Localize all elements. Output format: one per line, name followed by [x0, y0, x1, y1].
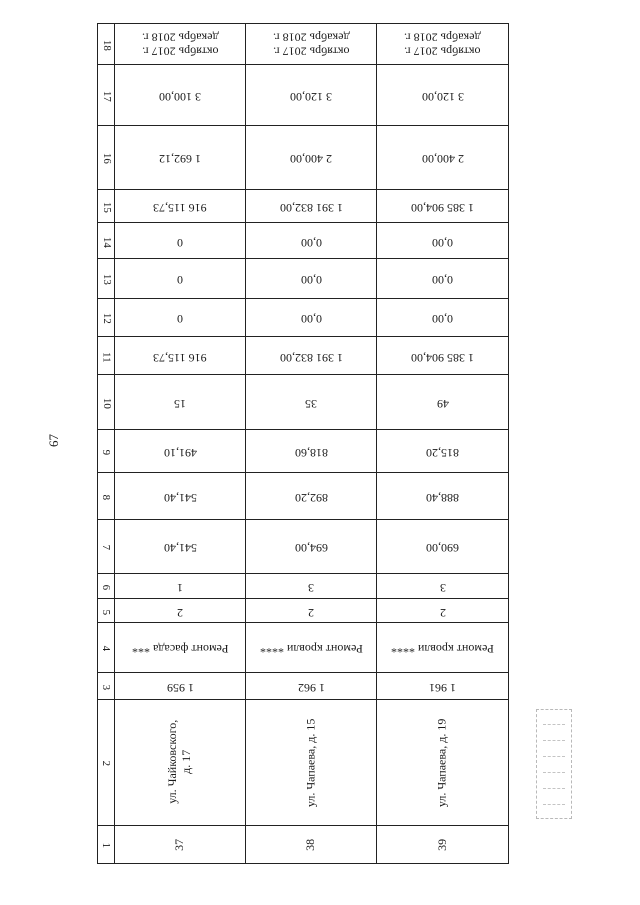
value-cell: 3: [246, 574, 377, 599]
value-cell: 818,60: [246, 429, 377, 472]
work-type-cell: Ремонт кровли ****: [377, 622, 509, 672]
value-cell: 892,20: [246, 473, 377, 519]
address-cell: ул. Чапаева, д. 19: [377, 700, 509, 825]
column-number-8: 8: [98, 473, 115, 519]
value-cell: 694,00: [246, 519, 377, 574]
column-number-18: 18: [98, 24, 115, 65]
value-cell: 1 959: [115, 673, 246, 700]
row-col-9: [98, 429, 509, 472]
value-cell: 1 385 904,00: [377, 189, 509, 222]
value-cell: 541,40: [115, 519, 246, 574]
row-col-12: [98, 298, 509, 336]
column-number-11: 11: [98, 336, 115, 374]
row-col-11: [98, 336, 509, 374]
address-cell: ул. Чапаева, д. 15: [246, 700, 377, 825]
value-cell: 916 115,73: [115, 189, 246, 222]
row-col-7: [98, 519, 509, 574]
value-cell: 888,40: [377, 473, 509, 519]
value-cell: 2 400,00: [377, 125, 509, 189]
value-cell: 39: [377, 825, 509, 863]
value-cell: 3: [377, 574, 509, 599]
column-number-2: 2: [98, 700, 115, 825]
value-cell: 37: [115, 825, 246, 863]
column-number-16: 16: [98, 125, 115, 189]
value-cell: 1: [115, 574, 246, 599]
value-cell: 3 120,00: [377, 65, 509, 126]
column-number-17: 17: [98, 65, 115, 126]
row-col-2: [98, 700, 509, 825]
value-cell: 3 120,00: [246, 65, 377, 126]
value-cell: 3 100,00: [115, 65, 246, 126]
value-cell: 0,00: [246, 222, 377, 258]
row-col-8: [98, 473, 509, 519]
column-number-7: 7: [98, 519, 115, 574]
value-cell: 0: [115, 222, 246, 258]
column-number-12: 12: [98, 298, 115, 336]
row-col-1: [98, 825, 509, 863]
row-col-16: [98, 125, 509, 189]
column-number-9: 9: [98, 429, 115, 472]
value-cell: 1 692,12: [115, 125, 246, 189]
row-col-4: [98, 622, 509, 672]
work-type-cell: Ремонт кровли ****: [246, 622, 377, 672]
page-number: 67: [46, 434, 61, 447]
faint-stamp: [536, 709, 572, 819]
row-col-6: [98, 574, 509, 599]
period-cell: октябрь 2017 г. декабрь 2018 г.: [246, 24, 377, 65]
value-cell: 0,00: [377, 298, 509, 336]
column-number-1: 1: [98, 825, 115, 863]
value-cell: 2: [377, 599, 509, 622]
value-cell: 38: [246, 825, 377, 863]
value-cell: 1 391 832,00: [246, 189, 377, 222]
column-number-3: 3: [98, 673, 115, 700]
value-cell: 0: [115, 259, 246, 298]
value-cell: 0: [115, 298, 246, 336]
row-col-18: [98, 24, 509, 65]
column-number-15: 15: [98, 189, 115, 222]
value-cell: 35: [246, 375, 377, 430]
value-cell: 491,10: [115, 429, 246, 472]
column-number-14: 14: [98, 222, 115, 258]
value-cell: 15: [115, 375, 246, 430]
row-col-3: [98, 673, 509, 700]
row-col-10: [98, 375, 509, 430]
row-col-14: [98, 222, 509, 258]
column-number-4: 4: [98, 622, 115, 672]
column-number-5: 5: [98, 599, 115, 622]
value-cell: 815,20: [377, 429, 509, 472]
value-cell: 541,40: [115, 473, 246, 519]
period-cell: октябрь 2017 г. декабрь 2018 г.: [377, 24, 509, 65]
value-cell: 690,00: [377, 519, 509, 574]
address-cell: ул. Чайковского, д. 17: [115, 700, 246, 825]
value-cell: 0,00: [246, 259, 377, 298]
value-cell: 2: [115, 599, 246, 622]
column-number-6: 6: [98, 574, 115, 599]
value-cell: 1 385 904,00: [377, 336, 509, 374]
value-cell: 0,00: [377, 259, 509, 298]
value-cell: 0,00: [377, 222, 509, 258]
column-number-10: 10: [98, 375, 115, 430]
period-cell: октябрь 2017 г. декабрь 2018 г.: [115, 24, 246, 65]
row-col-5: [98, 599, 509, 622]
repair-schedule-table: [97, 23, 509, 864]
row-col-13: [98, 259, 509, 298]
value-cell: 1 961: [377, 673, 509, 700]
value-cell: 0,00: [246, 298, 377, 336]
value-cell: 916 115,73: [115, 336, 246, 374]
work-type-cell: Ремонт фасада ***: [115, 622, 246, 672]
column-number-13: 13: [98, 259, 115, 298]
value-cell: 1 391 832,00: [246, 336, 377, 374]
value-cell: 1 962: [246, 673, 377, 700]
value-cell: 49: [377, 375, 509, 430]
value-cell: 2 400,00: [246, 125, 377, 189]
row-col-17: [98, 65, 509, 126]
row-col-15: [98, 189, 509, 222]
value-cell: 2: [246, 599, 377, 622]
